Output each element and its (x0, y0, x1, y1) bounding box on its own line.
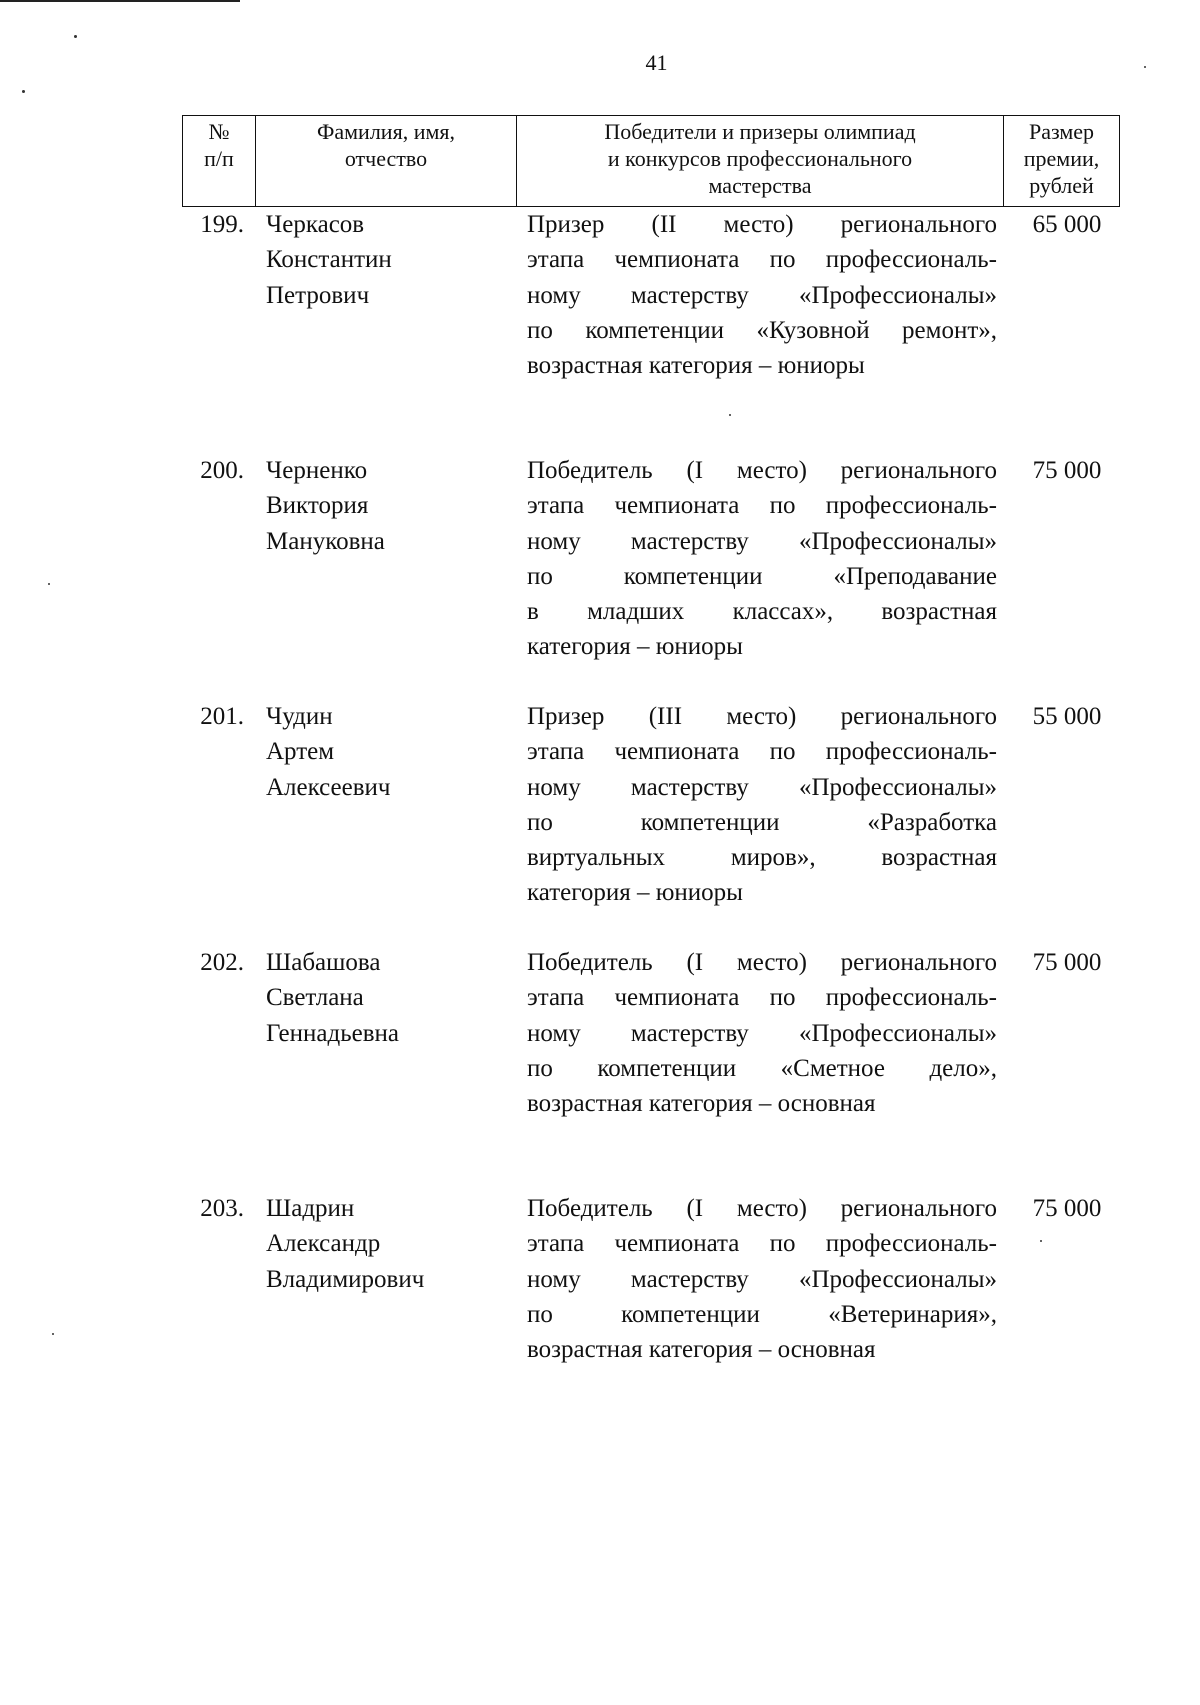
row-name (266, 699, 506, 805)
header-prize-line: Размер (1028, 119, 1095, 144)
first-name: Константин (266, 246, 392, 274)
scan-speck (52, 1333, 54, 1335)
description-line: Победитель (I место) регионального (527, 949, 997, 976)
surname: Шабашова (266, 949, 381, 976)
description-line: этапа чемпионата по профессиональ- (527, 492, 997, 520)
description-line: возрастная категория – основная (527, 1090, 876, 1118)
surname: Чудин (266, 703, 333, 730)
patronymic: Мануковна (266, 527, 385, 555)
scan-speck (729, 414, 731, 416)
row-description (527, 1191, 997, 1367)
patronymic: Алексеевич (266, 773, 391, 801)
description-line: этапа чемпионата по профессиональ- (527, 984, 997, 1012)
description-line: по компетенции «Ветеринария», (527, 1300, 997, 1328)
row-number: 199. (200, 211, 244, 238)
description-line: виртуальных миров», возрастная (527, 844, 997, 872)
description-line: по компетенции «Разработка (527, 808, 997, 836)
description-line: этапа чемпионата по профессиональ- (527, 1230, 997, 1258)
row-name (266, 1191, 506, 1297)
description-line: этапа чемпионата по профессиональ- (527, 246, 997, 274)
header-description-line: Победители и призеры олимпиад (604, 119, 916, 144)
row-name (266, 453, 506, 559)
page-number: 41 (645, 50, 668, 75)
description-line: Призер (III место) регионального (527, 703, 997, 730)
header-description-line: и конкурсов профессионального (607, 146, 913, 171)
surname: Шадрин (266, 1195, 355, 1222)
header-name-line: Фамилия, имя, (316, 119, 456, 144)
header-number-line: п/п (204, 146, 234, 171)
scan-speck (74, 35, 77, 38)
surname: Черкасов (266, 211, 365, 238)
row-number: 200. (200, 457, 244, 484)
description-line: Призер (II место) регионального (527, 211, 997, 238)
table-header (182, 115, 1120, 207)
awards-table (182, 115, 1120, 1364)
row-number: 202. (200, 949, 244, 976)
first-name: Виктория (266, 492, 369, 520)
description-line: ному мастерству «Профессионалы» (527, 1019, 997, 1047)
row-prize: 75 000 (1032, 1195, 1102, 1222)
description-line: возрастная категория – юниоры (527, 352, 865, 380)
header-name-line: отчество (344, 146, 428, 171)
description-line: по компетенции «Преподавание (527, 562, 997, 590)
description-line: по компетенции «Сметное дело», (527, 1054, 997, 1082)
header-name (255, 116, 516, 206)
header-description (516, 116, 1003, 206)
patronymic: Геннадьевна (266, 1019, 399, 1047)
header-prize-line: премии, (1023, 146, 1100, 171)
header-number (183, 116, 255, 206)
first-name: Артем (266, 738, 335, 766)
description-line: Победитель (I место) регионального (527, 1195, 997, 1222)
row-prize: 75 000 (1032, 949, 1102, 976)
row-prize: 75 000 (1032, 457, 1102, 484)
description-line: категория – юниоры (527, 633, 743, 661)
first-name: Александр (266, 1230, 381, 1258)
description-line: Победитель (I место) регионального (527, 457, 997, 484)
row-name (266, 207, 506, 313)
header-description-line: мастерства (708, 173, 812, 198)
row-prize: 65 000 (1032, 211, 1102, 238)
row-number: 201. (200, 703, 244, 730)
scan-speck (22, 90, 25, 93)
patronymic: Владимирович (266, 1265, 425, 1293)
row-description (527, 453, 997, 665)
header-number-line: № (208, 119, 230, 144)
description-line: ному мастерству «Профессионалы» (527, 773, 997, 801)
description-line: этапа чемпионата по профессиональ- (527, 738, 997, 766)
header-prize-line: рублей (1029, 173, 1094, 198)
description-line: возрастная категория – основная (527, 1336, 876, 1364)
description-line: ному мастерству «Профессионалы» (527, 1265, 997, 1293)
row-description (527, 699, 997, 911)
header-prize (1003, 116, 1119, 206)
row-description (527, 945, 997, 1121)
row-name (266, 945, 506, 1051)
row-description (527, 207, 997, 383)
description-line: категория – юниоры (527, 879, 743, 907)
scan-edge-line (0, 0, 240, 2)
row-prize: 55 000 (1032, 703, 1102, 730)
row-number: 203. (200, 1195, 244, 1222)
scan-speck (1040, 1240, 1042, 1242)
surname: Черненко (266, 457, 368, 484)
description-line: по компетенции «Кузовной ремонт», (527, 316, 997, 344)
patronymic: Петрович (266, 281, 370, 309)
scan-speck (48, 583, 50, 585)
description-line: в младших классах», возрастная (527, 598, 997, 626)
first-name: Светлана (266, 984, 364, 1012)
description-line: ному мастерству «Профессионалы» (527, 527, 997, 555)
description-line: ному мастерству «Профессионалы» (527, 281, 997, 309)
scan-speck (1144, 66, 1146, 68)
